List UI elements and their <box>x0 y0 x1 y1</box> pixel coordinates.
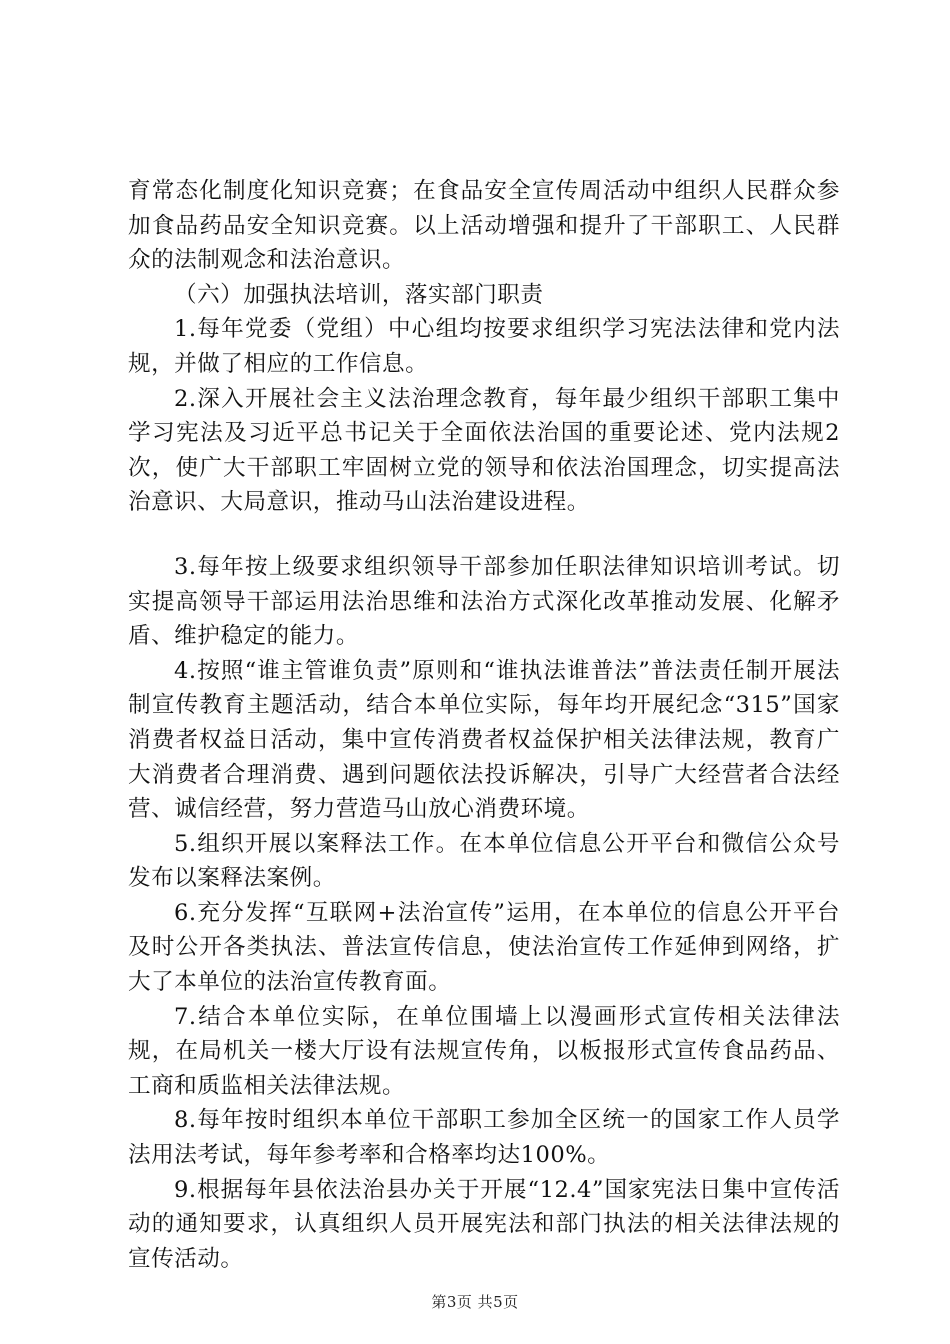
list-item-4: 4.按照“谁主管谁负责”原则和“谁执法谁普法”普法责任制开展法制宣传教育主题活动，结合本单位实际，每年均开展纪念“315”国家消费者权益日活动，集中宣传消费者权益保护相关法律法规，教育广大消费者合理消费、遇到问题依法投诉解决，引导广大经营者合法经营、诚信经营，努力营造马山放心消费环境。 <box>128 657 840 823</box>
page-number: 第3页 共5页 <box>431 1293 519 1311</box>
list-item-8: 8.每年按时组织本单位干部职工参加全区统一的国家工作人员学法用法考试，每年参考率和合格率均达100%。 <box>128 1107 840 1169</box>
list-item-9: 9.根据每年县依法治县办关于开展“12.4”国家宪法日集中宣传活动的通知要求，认真组织人员开展宪法和部门执法的相关法律法规的宣传活动。 <box>128 1176 840 1272</box>
list-item-6: 6.充分发挥“互联网+法治宣传”运用，在本单位的信息公开平台及时公开各类执法、普法宣传信息，使法治宣传工作延伸到网络，扩大了本单位的法治宣传教育面。 <box>128 899 840 996</box>
list-item-7: 7.结合本单位实际，在单位围墙上以漫画形式宣传相关法律法规，在局机关一楼大厅设有法规宣传角，以板报形式宣传食品药品、工商和质监相关法律法规。 <box>128 1003 840 1099</box>
document-body <box>128 174 840 1276</box>
list-item-5: 5.组织开展以案释法工作。在本单位信息公开平台和微信公众号发布以案释法案例。 <box>128 830 840 892</box>
list-item-2: 2.深入开展社会主义法治理念教育，每年最少组织干部职工集中学习宪法及习近平总书记关于全面依法治国的重要论述、党内法规2次，使广大干部职工牢固树立党的领导和依法治国理念，切实提高法治意识、大局意识，推动马山法治建设进程。 <box>128 385 840 516</box>
section-heading: （六）加强执法培训，落实部门职责 <box>174 281 544 308</box>
list-item-1: 1.每年党委（党组）中心组均按要求组织学习宪法法律和党内法规，并做了相应的工作信息。 <box>128 316 840 377</box>
list-item-3: 3.每年按上级要求组织领导干部参加任职法律知识培训考试。切实提高领导干部运用法治思维和法治方式深化改革推动发展、化解矛盾、维护稳定的能力。 <box>128 553 840 650</box>
paragraph-continuation: 育常态化制度化知识竞赛；在食品安全宣传周活动中组织人民群众参加食品药品安全知识竞赛。以上活动增强和提升了干部职工、人民群众的法制观念和法治意识。 <box>128 178 840 274</box>
